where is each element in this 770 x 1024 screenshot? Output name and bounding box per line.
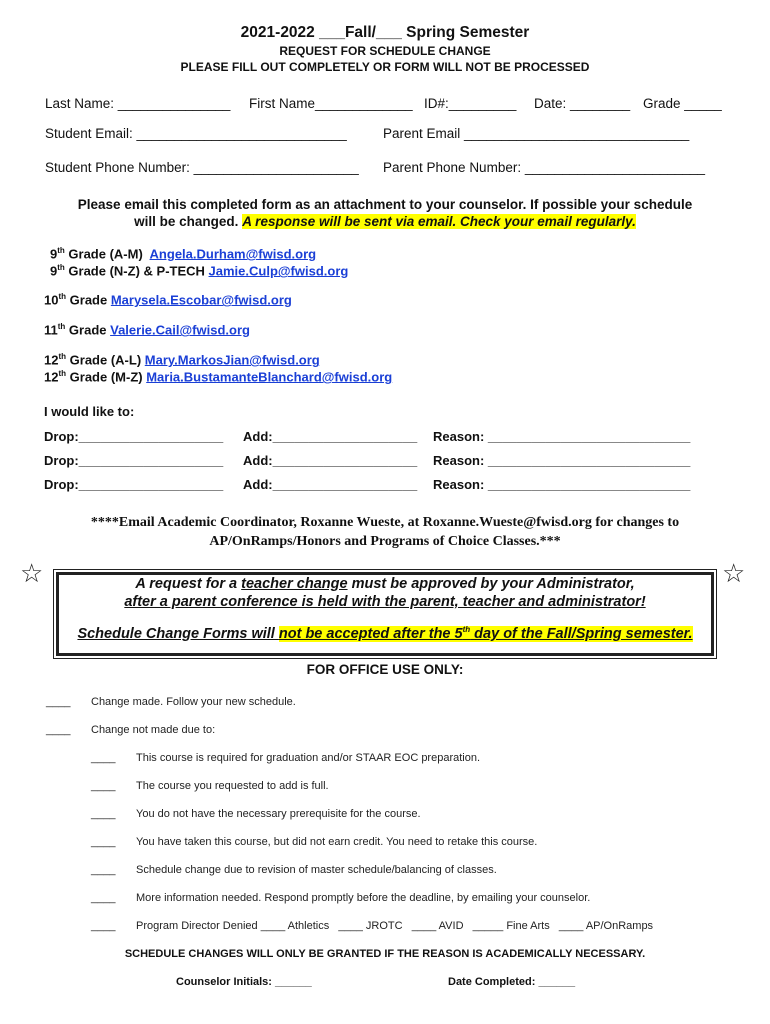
counselor-email-link[interactable]: Valerie.Cail@fwisd.org bbox=[110, 322, 250, 338]
drop-field[interactable]: Drop:____________________ bbox=[44, 477, 224, 492]
last-name-field[interactable]: Last Name: _______________ bbox=[45, 96, 231, 111]
counselor-row: 10th Grade Marysela.Escobar@fwisd.org bbox=[44, 292, 292, 308]
form-title: 2021-2022 ___Fall/___ Spring Semester bbox=[240, 24, 530, 41]
reason-item: You have taken this course, but did not earn credit. You need to retake this course. bbox=[136, 836, 538, 848]
form-warning: PLEASE FILL OUT COMPLETELY OR FORM WILL NOT BE PROCESSED bbox=[180, 60, 590, 74]
add-field[interactable]: Add:____________________ bbox=[243, 453, 418, 468]
checkbox-blank[interactable]: ____ bbox=[46, 724, 71, 736]
checkbox-blank[interactable]: ____ bbox=[91, 836, 116, 848]
star-icon: ☆ bbox=[722, 558, 746, 588]
grade-field[interactable]: Grade _____ bbox=[643, 96, 722, 111]
checkbox-blank[interactable]: ____ bbox=[91, 780, 116, 792]
counselor-email-link[interactable]: Marysela.Escobar@fwisd.org bbox=[110, 292, 292, 308]
reason-item: The course you requested to add is full. bbox=[136, 780, 329, 792]
request-heading: I would like to: bbox=[44, 404, 135, 419]
checkbox-blank[interactable]: ____ bbox=[91, 808, 116, 820]
add-field[interactable]: Add:____________________ bbox=[243, 477, 418, 492]
coordinator-note bbox=[20, 513, 750, 551]
counselor-email-link[interactable]: Angela.Durham@fwisd.org bbox=[149, 246, 317, 262]
reason-item: This course is required for graduation and/or STAAR EOC preparation. bbox=[136, 752, 481, 764]
star-icon: ☆ bbox=[20, 558, 44, 588]
reason-item: Program Director Denied ____ Athletics ____ JROTC ____ AVID _____ Fine Arts ____ AP/OnRamps bbox=[136, 920, 654, 932]
drop-field[interactable]: Drop:____________________ bbox=[44, 453, 224, 468]
parent-email-field[interactable]: Parent Email ______________________________ bbox=[383, 126, 690, 141]
counselor-email-link[interactable]: Jamie.Culp@fwisd.org bbox=[208, 263, 349, 279]
notice-line2: after a parent conference is held with the parent, teacher and administrator! bbox=[124, 594, 646, 610]
coordinator-note-line1: ****Email Academic Coordinator, Roxanne Wueste, at Roxanne.Wueste@fwisd.org for changes to bbox=[90, 515, 680, 530]
drop-field[interactable]: Drop:____________________ bbox=[44, 429, 224, 444]
student-phone-field[interactable]: Student Phone Number: ______________________ bbox=[45, 160, 359, 175]
add-field[interactable]: Add:____________________ bbox=[243, 429, 418, 444]
counselor-row: 9th Grade (N-Z) & P-TECH Jamie.Culp@fwisd.org bbox=[50, 263, 349, 279]
change-made-label: Change made. Follow your new schedule. bbox=[91, 696, 296, 708]
counselor-row: 12th Grade (A-L) Mary.MarkosJian@fwisd.org bbox=[44, 352, 320, 368]
coordinator-note-line2: AP/OnRamps/Honors and Programs of Choice Classes.*** bbox=[209, 534, 561, 549]
office-heading: FOR OFFICE USE ONLY: bbox=[306, 662, 464, 677]
instructions-line2 bbox=[30, 213, 740, 230]
reason-field[interactable]: Reason: ____________________________ bbox=[433, 453, 691, 468]
date-completed-field[interactable]: Date Completed: ______ bbox=[448, 976, 576, 988]
instructions-line1: Please email this completed form as an attachment to your counselor. If possible your schedule bbox=[77, 197, 693, 212]
reason-item: More information needed. Respond promptly before the deadline, by emailing your counselor. bbox=[136, 892, 591, 904]
reason-field[interactable]: Reason: ____________________________ bbox=[433, 429, 691, 444]
checkbox-blank[interactable]: ____ bbox=[91, 752, 116, 764]
change-not-made-label: Change not made due to: bbox=[91, 724, 216, 736]
student-email-field[interactable]: Student Email: ____________________________ bbox=[45, 126, 347, 141]
first-name-field[interactable]: First Name_____________ bbox=[249, 96, 413, 111]
counselor-row: 12th Grade (M-Z) Maria.BustamanteBlanchard@fwisd.org bbox=[44, 369, 393, 385]
counselor-email-link[interactable]: Maria.BustamanteBlanchard@fwisd.org bbox=[146, 369, 393, 385]
instructions-plain: will be changed. bbox=[134, 214, 239, 229]
checkbox-blank[interactable]: ____ bbox=[91, 920, 116, 932]
counselor-initials-field[interactable]: Counselor Initials: ______ bbox=[176, 976, 312, 988]
checkbox-blank[interactable]: ____ bbox=[91, 864, 116, 876]
reason-field[interactable]: Reason: ____________________________ bbox=[433, 477, 691, 492]
reason-item: Schedule change due to revision of master schedule/balancing of classes. bbox=[136, 864, 497, 876]
counselor-email-link[interactable]: Mary.MarkosJian@fwisd.org bbox=[144, 352, 320, 368]
date-field[interactable]: Date: ________ bbox=[534, 96, 631, 111]
form-subtitle: REQUEST FOR SCHEDULE CHANGE bbox=[279, 44, 491, 58]
checkbox-blank[interactable]: ____ bbox=[91, 892, 116, 904]
reason-item: You do not have the necessary prerequisite for the course. bbox=[136, 808, 421, 820]
counselor-row: 9th Grade (A-M) Angela.Durham@fwisd.org bbox=[50, 246, 317, 262]
notice-line1: A request for a teacher change must be approved by your Administrator, bbox=[135, 576, 635, 592]
checkbox-blank[interactable]: ____ bbox=[46, 696, 71, 708]
id-field[interactable]: ID#:_________ bbox=[424, 96, 517, 111]
instructions-highlight: A response will be sent via email. Check your email regularly. bbox=[242, 214, 636, 229]
instructions bbox=[30, 196, 740, 230]
office-footer: SCHEDULE CHANGES WILL ONLY BE GRANTED IF THE REASON IS ACADEMICALLY NECESSARY. bbox=[124, 948, 646, 960]
counselor-row: 11th Grade Valerie.Cail@fwisd.org bbox=[44, 322, 250, 338]
parent-phone-field[interactable]: Parent Phone Number: ________________________ bbox=[383, 160, 706, 175]
notice-line3: Schedule Change Forms will not be accepted after the 5th day of the Fall/Spring semester. bbox=[77, 625, 693, 642]
